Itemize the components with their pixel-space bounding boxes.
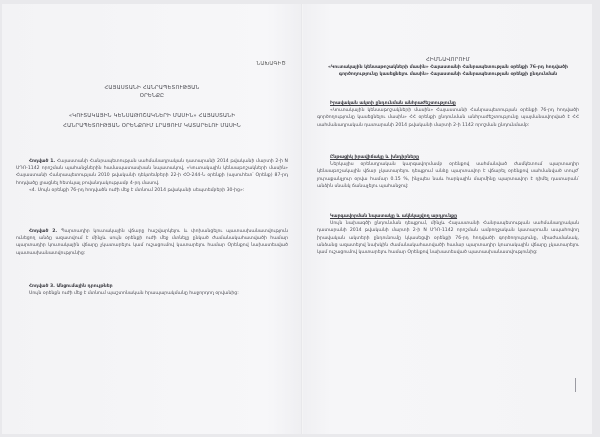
article-1-text: Հայաստանի Հանրապետության սահմանադրական դատարանի 2014 թվականի մարտի 2-ի N ՍԴՈ-1142 որոշման պահանջներին համապատասխան նպատակով, «Կուտակային կենսաթոշակների մասին» Հայաստանի Հանրապետության 2010 թվականի դեկտեմբերի 22-ի ՀՕ-244-Ն օրենքի (այսուհետ՝ Օրենք) 87-րդ հոդվածը լրացնել հետևյալ բովանդակությամբ 4-րդ մասով.	[16, 159, 288, 186]
article-1	[16, 158, 288, 194]
article-2-heading: Հոդված 2.	[29, 229, 58, 234]
section-current-situation-text: Ներկայիս օրենսդրական կարգավորմամբ օրենքով սահմանված ժամկետում պարտադիր կենսաթոշակային վճար չկատարելու դեպքում անձը պարտավոր է վճարել օրենքով սահմանված տույժ՝ յուրաքանչյուր օրվա համար 0.15 %, ինչպես նաև հարկային մարմինը պարտավոր է դիմել դատարան՝ անձին սնանկ ճանաչելու պահանջով:	[317, 162, 579, 189]
draft-label: ՆԱԽԱԳԻԾ	[256, 61, 286, 67]
law-title	[16, 112, 288, 130]
section-current-situation-heading: Ընթացիկ իրավիճակը և խնդիրները	[330, 155, 420, 160]
scanned-document	[2, 4, 592, 434]
article-2	[16, 228, 288, 257]
left-page	[16, 4, 288, 434]
section-purpose-heading: Կարգավորման նպատակը և ակնկալվող արդյունքը	[330, 214, 458, 219]
right-page	[317, 4, 579, 434]
article-1-quote: «4. Սույն օրենքի 76-րդ հոդվածն ուժի մեջ է մտնում 2014 թվականի սեպտեմբերի 30-ից»:	[29, 187, 245, 193]
section-current-situation	[317, 154, 579, 190]
section-necessity-text: «Կուտակային կենսաթոշակների մասին» Հայաստանի Հանրապետության օրենքի 76-րդ հոդվածի գործողությունը կասեցնելու մասին» ՀՀ օրենքի ընդունման անհրաժեշտությունը պայմանավորված է ՀՀ սահմանադրական դատարանի 2014 թվականի մարտի 2-ի 1142 որոշման ընդունմամբ:	[317, 108, 579, 128]
article-3-text: Սույն օրենքն ուժի մեջ է մտնում պաշտոնական հրապարակմանը հաջորդող օրվանից:	[29, 291, 239, 297]
section-necessity	[317, 100, 579, 129]
article-3-heading: Հոդված 3. Անցումային դրույթներ	[29, 284, 113, 289]
article-3	[16, 283, 288, 297]
section-necessity-heading: Իրավական ակտի ընդունման անհրաժեշտությունը	[330, 101, 456, 106]
page-fold	[301, 4, 303, 434]
article-2-text: Պարտադիր կուտակային վճարը հաշվարկելու և փոխանցելու պատասխանատվություն ունեցող անձը ազատվում է մինչև սույն օրենքի ուժի մեջ մտնելը ընկած ժամանակահատվածի համար պարտադիր կուտակային վճարը չկատարելու կամ ուշացումով կատարելու համար Օրենքով նախատեսված պատասխանատվությունից:	[16, 229, 288, 256]
article-1-heading: Հոդված 1.	[29, 159, 56, 164]
justification-title: ՀԻՄՆԱՎՈՐՈՒՄ	[426, 57, 470, 63]
justification-subtitle: «Կուտակային կենսաթոշակների մասին» Հայաստանի Հանրապետության օրենքի 76-րդ հոդվածի գործողությունը կասեցնելու մասին» Հայաստանի Հանրապետության օրենքի ընդունման	[328, 65, 568, 78]
section-purpose-text: Սույն նախագծի ընդունման դեպքում, մինչև Հայաստանի Հանրապետության սահմանադրական դատարանի 2014 թվականի մարտի 2-ի N ՍԴՈ-1142 որոշման ամբողջական կատարումն ապահովող իրավական ակտերի ընդունումը կկասեցվի օրենքի 76-րդ հոդվածի գործողությունը, միաժամանակ, անձանց ազատելով նախկին ժամանակահատվածի համար պարտադիր կուտակային վճարը չկատարելու կամ ուշացումով կատարելու համար Օրենքով նախատեսված պատասխանատվությունից:	[317, 221, 579, 256]
law-title-line1: «ԿՈՒՏԱԿԱՅԻՆ ԿԵՆՍԱԹՈՇԱԿՆԵՐԻ ՄԱՍԻՆ» ՀԱՅԱՍՏԱՆԻ	[68, 113, 236, 119]
republic-title: ՀԱՅԱՍՏԱՆԻ ՀԱՆՐԱՊԵՏՈՒԹՅԱՆ	[104, 85, 200, 91]
law-title-line2: ՀԱՆՐԱՊԵՏՈՒԹՅԱՆ ՕՐԵՆՔՈՒՄ ԼՐԱՑՈՒՄ ԿԱՏԱՐԵԼՈՒ ՄԱՍԻՆ	[63, 123, 241, 129]
section-purpose	[317, 213, 579, 256]
justification-header	[317, 56, 579, 78]
law-header	[16, 84, 288, 100]
scan-mark	[575, 378, 576, 392]
law-label: ՕՐԵՆՔԸ	[139, 93, 165, 99]
